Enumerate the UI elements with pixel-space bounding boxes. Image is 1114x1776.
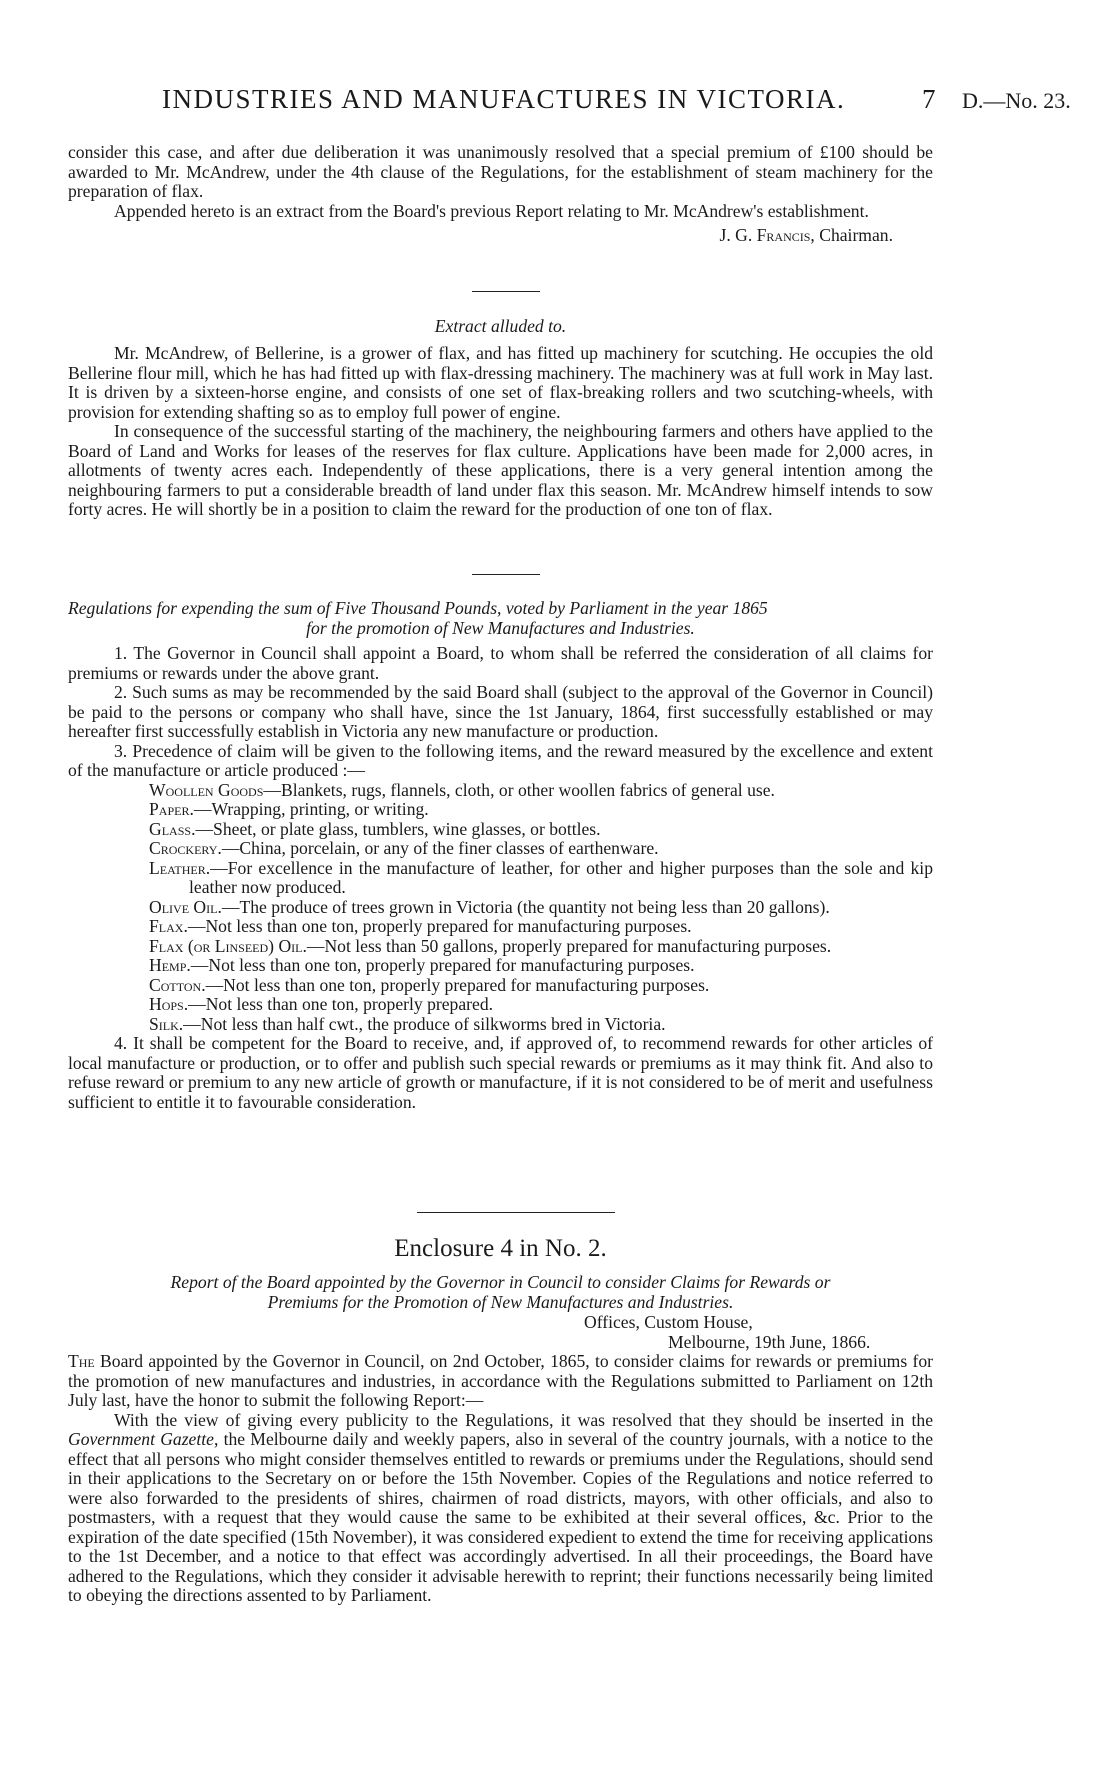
regulation-clause-4: 4. It shall be competent for the Board to receive, and, if approved of, to recommend rewards for other articles of local manufacture or production, or to offer and publish such special rewards or premiums as it may think fit. And also to refuse reward or premium to any new article of growth or manufacture, if it is not considered to be of merit and usefulness sufficient to entitle it to favourable consideration. bbox=[68, 1033, 933, 1112]
list-item: Glass.—Sheet, or plate glass, tumblers, wine glasses, or bottles. bbox=[149, 818, 601, 839]
list-item: Paper.—Wrapping, printing, or writing. bbox=[149, 799, 429, 819]
enclosure-subtitle-line2: Premiums for the Promotion of New Manufactures and Industries. bbox=[267, 1292, 734, 1312]
premium-items-list bbox=[68, 781, 933, 1035]
report-paragraph-2: With the view of giving every publicity to the Regulations, it was resolved that they should be inserted in the Government Gazette, the Melbourne daily and weekly papers, also in several of the country journals, with a notice to the effect that all persons who might consider themselves entitled to rewards or premiums under the Regulations, should send in their applications to the Secretary on or before the 15th November. Copies of the Regulations and notice referred to were also forwarded to the presidents of shires, chairmen of road districts, mayors, with other officials, and also to postmasters, with a request that they would cause the same to be exhibited at their several offices, &c. Prior to the expiration of the date specified (15th November), it was considered expedient to extend the time for receiving applications to the 1st December, and a notice to that effect was accordingly advertised. In all their proceedings, the Board have adhered to the Regulations, which they consider it advisable herewith to reprint; their functions necessarily being limited to obeying the directions assented to by Parliament. bbox=[68, 1409, 933, 1605]
regulations-heading-line2: for the promotion of New Manufactures and Industries. bbox=[306, 618, 695, 638]
extract-section bbox=[68, 316, 933, 520]
list-item: Flax.—Not less than one ton, properly prepared for manufacturing purposes. bbox=[149, 916, 692, 936]
gazette-title: Government Gazette bbox=[68, 1429, 214, 1449]
list-item: Woollen Goods—Blankets, rugs, flannels, cloth, or other woollen fabrics of general use. bbox=[149, 779, 775, 800]
regulation-clause-3: 3. Precedence of claim will be given to the following items, and the reward measured by the excellence and extent of the manufacture or article produced :— bbox=[68, 740, 933, 780]
page-number: 7 bbox=[922, 84, 936, 114]
regulation-clause-2: 2. Such sums as may be recommended by the said Board shall (subject to the approval of the Governor in Council) be paid to the persons or company who shall have, since the 1st January, 1864, first successfully established or may hereafter first successfully establish in Victoria any new manufacture or production. bbox=[68, 682, 933, 741]
regulation-clause-1: 1. The Governor in Council shall appoint a Board, to whom shall be referred the consideration of all claims for premiums or rewards under the above grant. bbox=[68, 643, 933, 683]
intro-section bbox=[68, 143, 933, 245]
running-title: INDUSTRIES AND MANUFACTURES IN VICTORIA. bbox=[162, 84, 846, 114]
list-item: Crockery.—China, porcelain, or any of the finer classes of earthenware. bbox=[149, 838, 659, 858]
list-item: Hops.—Not less than one ton, properly prepared. bbox=[149, 994, 494, 1014]
extract-heading: Extract alluded to. bbox=[434, 316, 567, 336]
intro-paragraph-2: Appended hereto is an extract from the Board's previous Report relating to Mr. McAndrew's establishment. bbox=[114, 200, 869, 221]
enclosure-section bbox=[68, 1234, 933, 1606]
list-item: Olive Oil.—The produce of trees grown in Victoria (the quantity not being less than 20 gallons). bbox=[149, 896, 830, 917]
intro-paragraph-1: consider this case, and after due deliberation it was unanimously resolved that a special premium of £100 should be awarded to Mr. McAndrew, under the 4th clause of the Regulations, for the establishment of steam machinery for the preparation of flax. bbox=[68, 142, 933, 201]
signature-name: J. G. Francis bbox=[719, 225, 811, 245]
enclosure-subtitle-line1: Report of the Board appointed by the Governor in Council to consider Claims for Rewards or bbox=[170, 1272, 831, 1292]
enclosure-title: Enclosure 4 in No. 2. bbox=[394, 1235, 607, 1262]
document-reference: D.—No. 23. bbox=[962, 88, 1071, 113]
extract-paragraph-1: Mr. McAndrew, of Bellerine, is a grower of flax, and has fitted up machinery for scutching. He occupies the old Bellerine flour mill, which he has had fitted up with flax-dressing machinery. The machinery was at full work in May last. It is driven by a sixteen-horse engine, and consists of one set of flax-breaking rollers and two scutching-wheels, with provision for extending shafting so as to employ full power of engine. bbox=[68, 343, 933, 422]
place-line-2: Melbourne, 19th June, 1866. bbox=[668, 1332, 871, 1352]
list-item: Leather.—For excellence in the manufacture of leather, for other and higher purposes than the sole and kip leather now produced. bbox=[149, 857, 933, 897]
place-line-1: Offices, Custom House, bbox=[584, 1312, 753, 1332]
divider-rule bbox=[417, 1212, 615, 1213]
divider-rule bbox=[472, 291, 540, 292]
regulations-heading-line1: Regulations for expending the sum of Five Thousand Pounds, voted by Parliament in the year 1865 bbox=[68, 598, 768, 618]
regulations-section bbox=[68, 598, 933, 1112]
extract-paragraph-2: In consequence of the successful starting of the machinery, the neighbouring farmers and others have applied to the Board of Land and Works for leases of the reserves for flax culture. Applications have been made for 2,000 acres, in allotments of twenty acres each. Independently of these applications, there is a very general intention among the neighbouring farmers to put a considerable breadth of land under flax this season. Mr. McAndrew himself intends to sow forty acres. He will shortly be in a position to claim the reward for the production of one ton of flax. bbox=[68, 421, 933, 519]
list-item: Hemp.—Not less than one ton, properly prepared for manufacturing purposes. bbox=[149, 955, 695, 975]
divider-rule bbox=[472, 574, 540, 575]
report-paragraph-1: The Board appointed by the Governor in Council, on 2nd October, 1865, to consider claims for rewards or premiums for the promotion of new manufactures and industries, in accordance with the Regulations submitted to Parliament on 12th July last, have the honor to submit the following Report:— bbox=[68, 1351, 933, 1410]
signature bbox=[68, 225, 893, 245]
list-item: Silk.—Not less than half cwt., the produce of silkworms bred in Victoria. bbox=[149, 1013, 666, 1034]
signature-role: , Chairman. bbox=[810, 225, 893, 245]
list-item: Flax (or Linseed) Oil.—Not less than 50 gallons, properly prepared for manufacturing purposes. bbox=[149, 935, 832, 956]
page-header bbox=[0, 84, 1114, 124]
list-item: Cotton.—Not less than one ton, properly prepared for manufacturing purposes. bbox=[149, 974, 710, 995]
